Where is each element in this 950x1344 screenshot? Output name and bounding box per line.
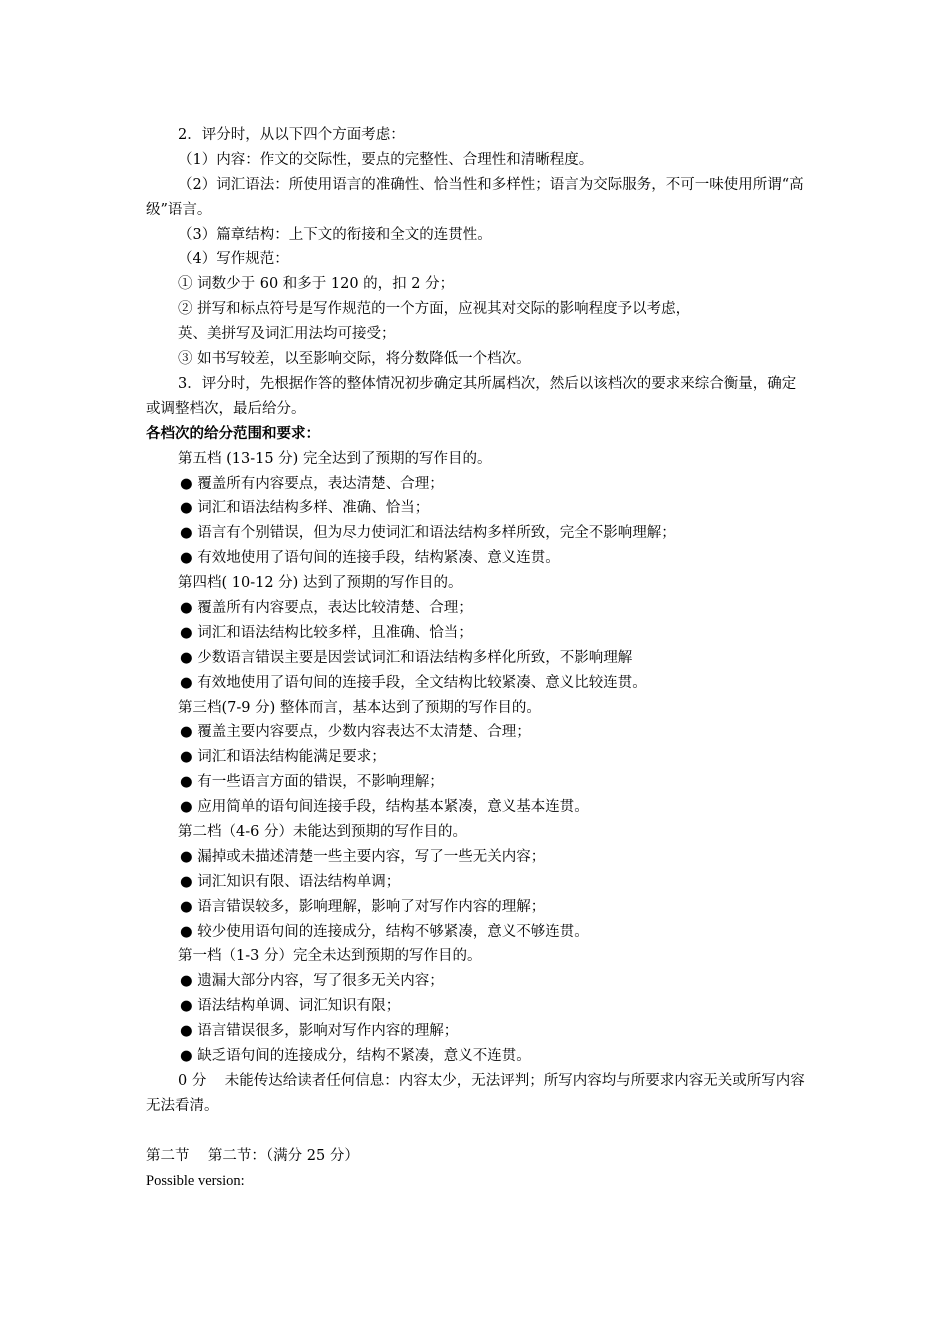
level-item: ● 少数语言错误主要是因尝试词汇和语法结构多样化所致，不影响理解 [180,649,633,666]
level-item: ● 有效地使用了语句间的连接手段，全文结构比较紧凑、意义比较连贯。 [180,674,647,691]
level-4 [146,571,806,695]
possible-version-label: Possible version: [146,1172,245,1189]
level-item: ● 覆盖所有内容要点，表达清楚、合理； [180,475,444,492]
scoring-intro: 2．评分时，从以下四个方面考虑： [178,127,405,143]
spacer [146,1119,806,1144]
level-item: ● 覆盖主要内容要点，少数内容表达不太清楚、合理； [180,724,531,741]
level-item: ● 语言有个别错误，但为尽力使词汇和语法结构多样所致，完全不影响理解； [180,525,676,542]
scoring-content: （1）内容：作文的交际性，要点的完整性、合理性和清晰程度。 [178,151,594,168]
level-title: 第五档 (13-15 分) 完全达到了预期的写作目的。 [178,450,492,467]
level-item: ● 较少使用语句间的连接成分，结构不够紧凑，意义不够连贯。 [180,923,589,940]
level-item: ● 漏掉或未描述清楚一些主要内容，写了一些无关内容； [180,848,546,865]
level-item: ● 有效地使用了语句间的连接手段，结构紧凑、意义连贯。 [180,550,560,567]
level-1 [146,944,806,1068]
section-two-heading: 第二节 第二节：（满分 25 分） [146,1147,359,1164]
scoring-step-3: 3．评分时，先根据作答的整体情况初步确定其所属档次，然后以该档次的要求来综合衡量，确定或调整档次，最后给分。 [146,375,797,417]
level-item: ● 语言错误较多，影响理解，影响了对写作内容的理解； [180,898,546,915]
zero-score-description: 0 分 未能传达给读者任何信息：内容太少，无法评判；所写内容均与所要求内容无关或所写内容无法看清。 [146,1072,805,1114]
level-title: 第三档(7-9 分) 整体而言，基本达到了预期的写作目的。 [178,699,541,716]
level-item: ● 语言错误很多，影响对写作内容的理解； [180,1023,459,1040]
level-3 [146,696,806,820]
scoring-norms: （4）写作规范： [178,251,289,268]
level-item: ● 语法结构单调、词汇知识有限； [180,998,401,1015]
level-item: ● 词汇和语法结构多样、准确、恰当； [180,500,430,517]
level-2 [146,820,806,944]
level-item: ● 词汇和语法结构比较多样，且准确、恰当； [180,624,473,641]
level-item: ● 词汇知识有限、语法结构单调； [180,873,401,890]
level-5 [146,447,806,571]
level-item: ● 词汇和语法结构能满足要求； [180,749,386,766]
level-title: 第四档( 10-12 分) 达到了预期的写作目的。 [178,575,463,592]
level-item: ● 缺乏语句间的连接成分，结构不紧凑，意义不连贯。 [180,1048,531,1065]
scoring-vocab-grammar: （2）词汇语法：所使用语言的准确性、恰当性和多样性；语言为交际服务，不可一味使用所谓“高级”语言。 [146,176,804,218]
norm-item-3: ③ 如书写较差，以至影响交际，将分数降低一个档次。 [178,351,531,368]
level-item: ● 应用简单的语句间连接手段，结构基本紧凑，意义基本连贯。 [180,799,589,816]
scoring-structure: （3）篇章结构：上下文的衔接和全文的连贯性。 [178,226,492,243]
level-item: ● 遗漏大部分内容，写了很多无关内容； [180,973,444,990]
level-title: 第二档（4-6 分）未能达到预期的写作目的。 [178,824,467,840]
levels-heading: 各档次的给分范围和要求： [146,424,320,442]
document-page [146,123,806,1193]
norm-item-2-continued: 英、美拼写及词汇用法均可接受； [178,326,396,343]
level-item: ● 有一些语言方面的错误，不影响理解； [180,774,444,791]
norm-item-2: ② 拼写和标点符号是写作规范的一个方面，应视其对交际的影响程度予以考虑， [178,301,691,318]
level-title: 第一档（1-3 分）完全未达到预期的写作目的。 [178,948,482,965]
norm-item-1: ① 词数少于 60 和多于 120 的，扣 2 分； [178,276,455,293]
level-item: ● 覆盖所有内容要点，表达比较清楚、合理； [180,599,473,616]
